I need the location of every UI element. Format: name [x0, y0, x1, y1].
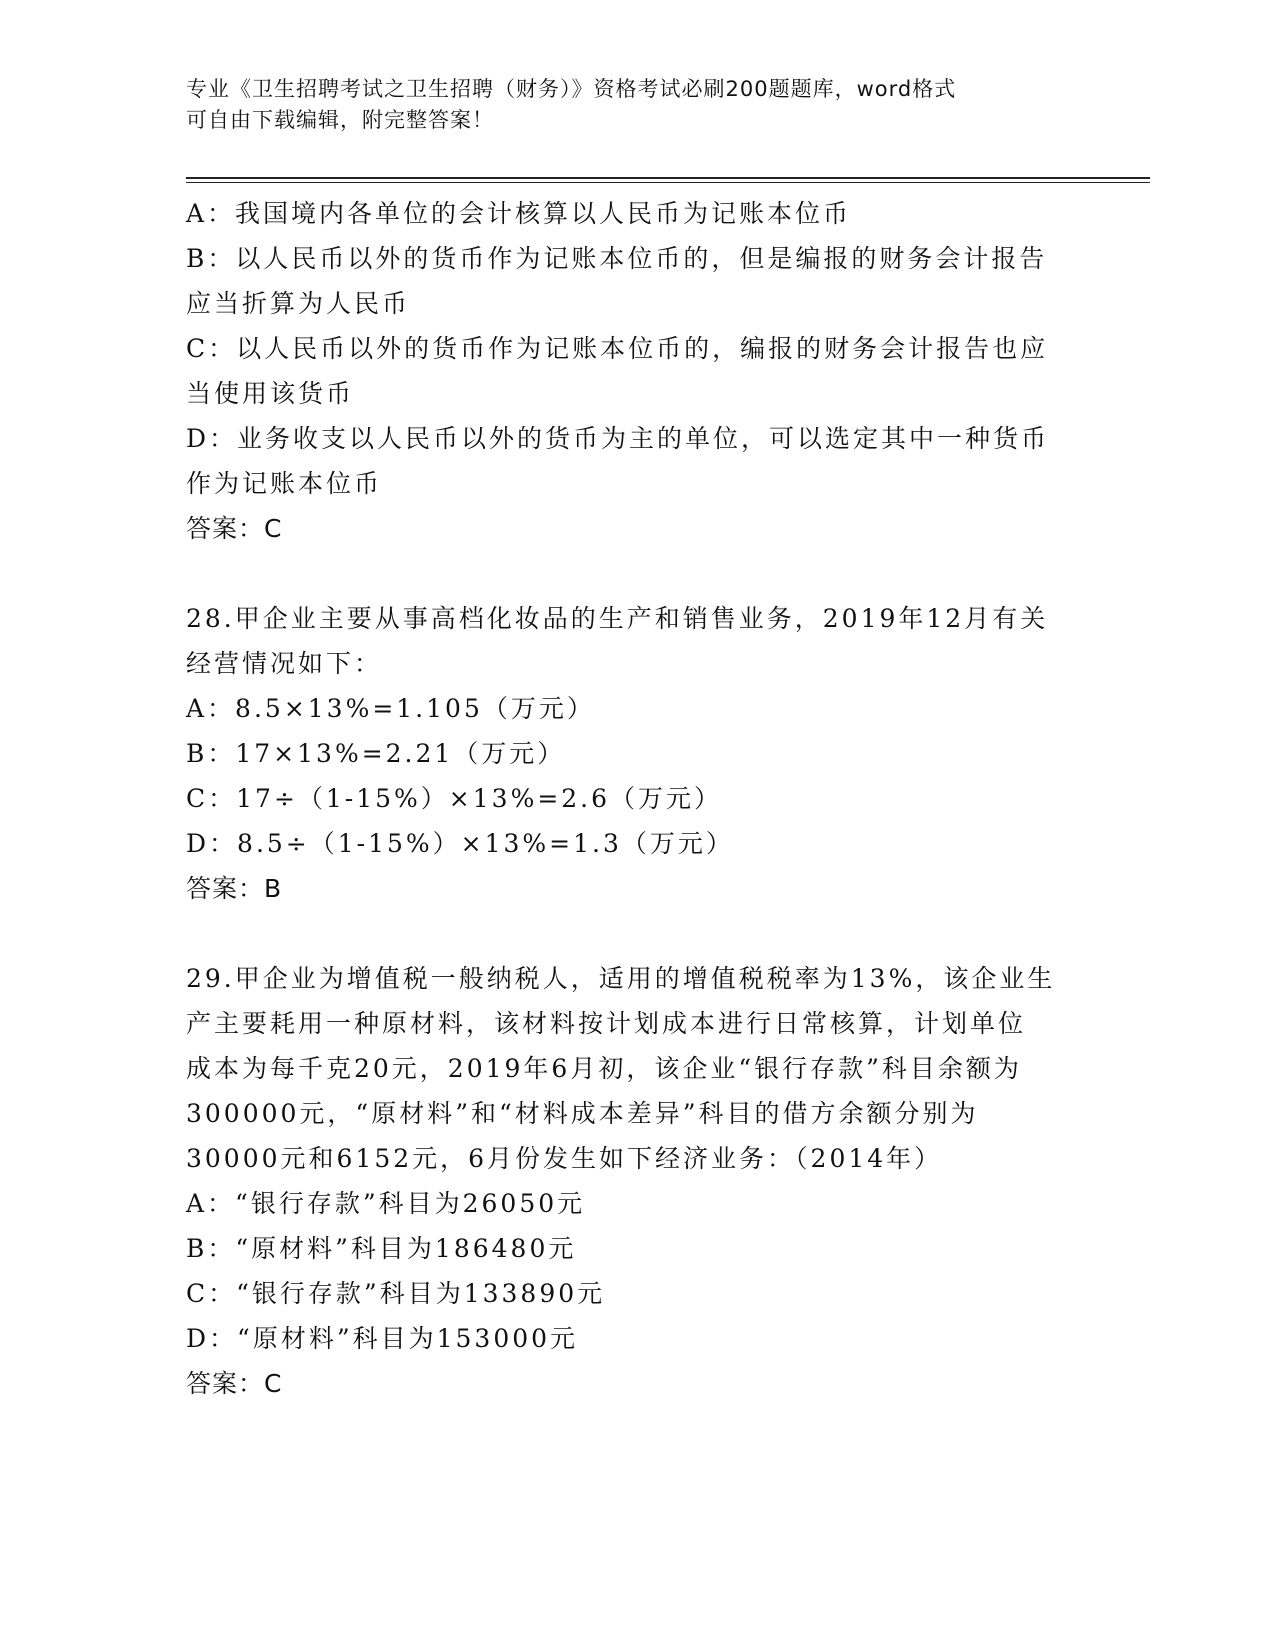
spacer	[186, 551, 1086, 596]
header-line-1: 专业《卫生招聘考试之卫生招聘（财务）》资格考试必刷200题题库，word格式	[186, 77, 957, 101]
header-divider-thick	[186, 177, 1150, 179]
header-divider-thin	[186, 182, 1150, 183]
option-d-line-1: D：业务收支以人民币以外的货币为主的单位，可以选定其中一种货币	[186, 424, 1050, 453]
option-a: A：8.5×13%=1.105（万元）	[186, 694, 595, 723]
answer-line: 答案：B	[186, 874, 283, 903]
option-c-line-1: C：以人民币以外的货币作为记账本位币的，编报的财务会计报告也应	[186, 334, 1049, 363]
answer-line: 答案：C	[186, 1369, 283, 1398]
question-29	[186, 956, 1086, 1406]
option-c: C：17÷（1-15%）×13%=2.6（万元）	[186, 784, 723, 813]
option-d-line-2: 作为记账本位币	[186, 469, 383, 498]
option-c-line-2: 当使用该货币	[186, 379, 355, 408]
spacer	[186, 911, 1086, 956]
question-28	[186, 596, 1086, 911]
question-text-line-2: 产主要耗用一种原材料，该材料按计划成本进行日常核算，计划单位	[186, 1009, 1027, 1038]
question-text-line-5: 30000元和6152元，6月份发生如下经济业务：（2014年）	[186, 1144, 943, 1173]
header-line-2: 可自由下载编辑，附完整答案！	[186, 108, 494, 132]
option-d: D：8.5÷（1-15%）×13%=1.3（万元）	[186, 829, 734, 858]
option-d: D：“原材料”科目为153000元	[186, 1324, 579, 1353]
question-text-line-1: 28.甲企业主要从事高档化妆品的生产和销售业务，2019年12月有关	[186, 604, 1049, 633]
question-text-line-4: 300000元，“原材料”和“材料成本差异”科目的借方余额分别为	[186, 1099, 979, 1128]
option-b: B：17×13%=2.21（万元）	[186, 739, 566, 768]
option-a: A：“银行存款”科目为26050元	[186, 1189, 586, 1218]
option-b-line-1: B：以人民币以外的货币作为记账本位币的，但是编报的财务会计报告	[186, 244, 1048, 273]
option-a: A：我国境内各单位的会计核算以人民币为记账本位币	[186, 199, 852, 228]
option-c: C：“银行存款”科目为133890元	[186, 1279, 606, 1308]
question-text-line-2: 经营情况如下：	[186, 649, 383, 678]
question-27-options	[186, 191, 1086, 551]
page-header	[186, 74, 1066, 136]
question-text-line-3: 成本为每千克20元，2019年6月初，该企业“银行存款”科目余额为	[186, 1054, 1022, 1083]
option-b-line-2: 应当折算为人民币	[186, 289, 411, 318]
option-b: B：“原材料”科目为186480元	[186, 1234, 577, 1263]
question-content	[186, 191, 1086, 1406]
question-text-line-1: 29.甲企业为增值税一般纳税人，适用的增值税税率为13%，该企业生	[186, 964, 1056, 993]
answer-line: 答案：C	[186, 514, 283, 543]
